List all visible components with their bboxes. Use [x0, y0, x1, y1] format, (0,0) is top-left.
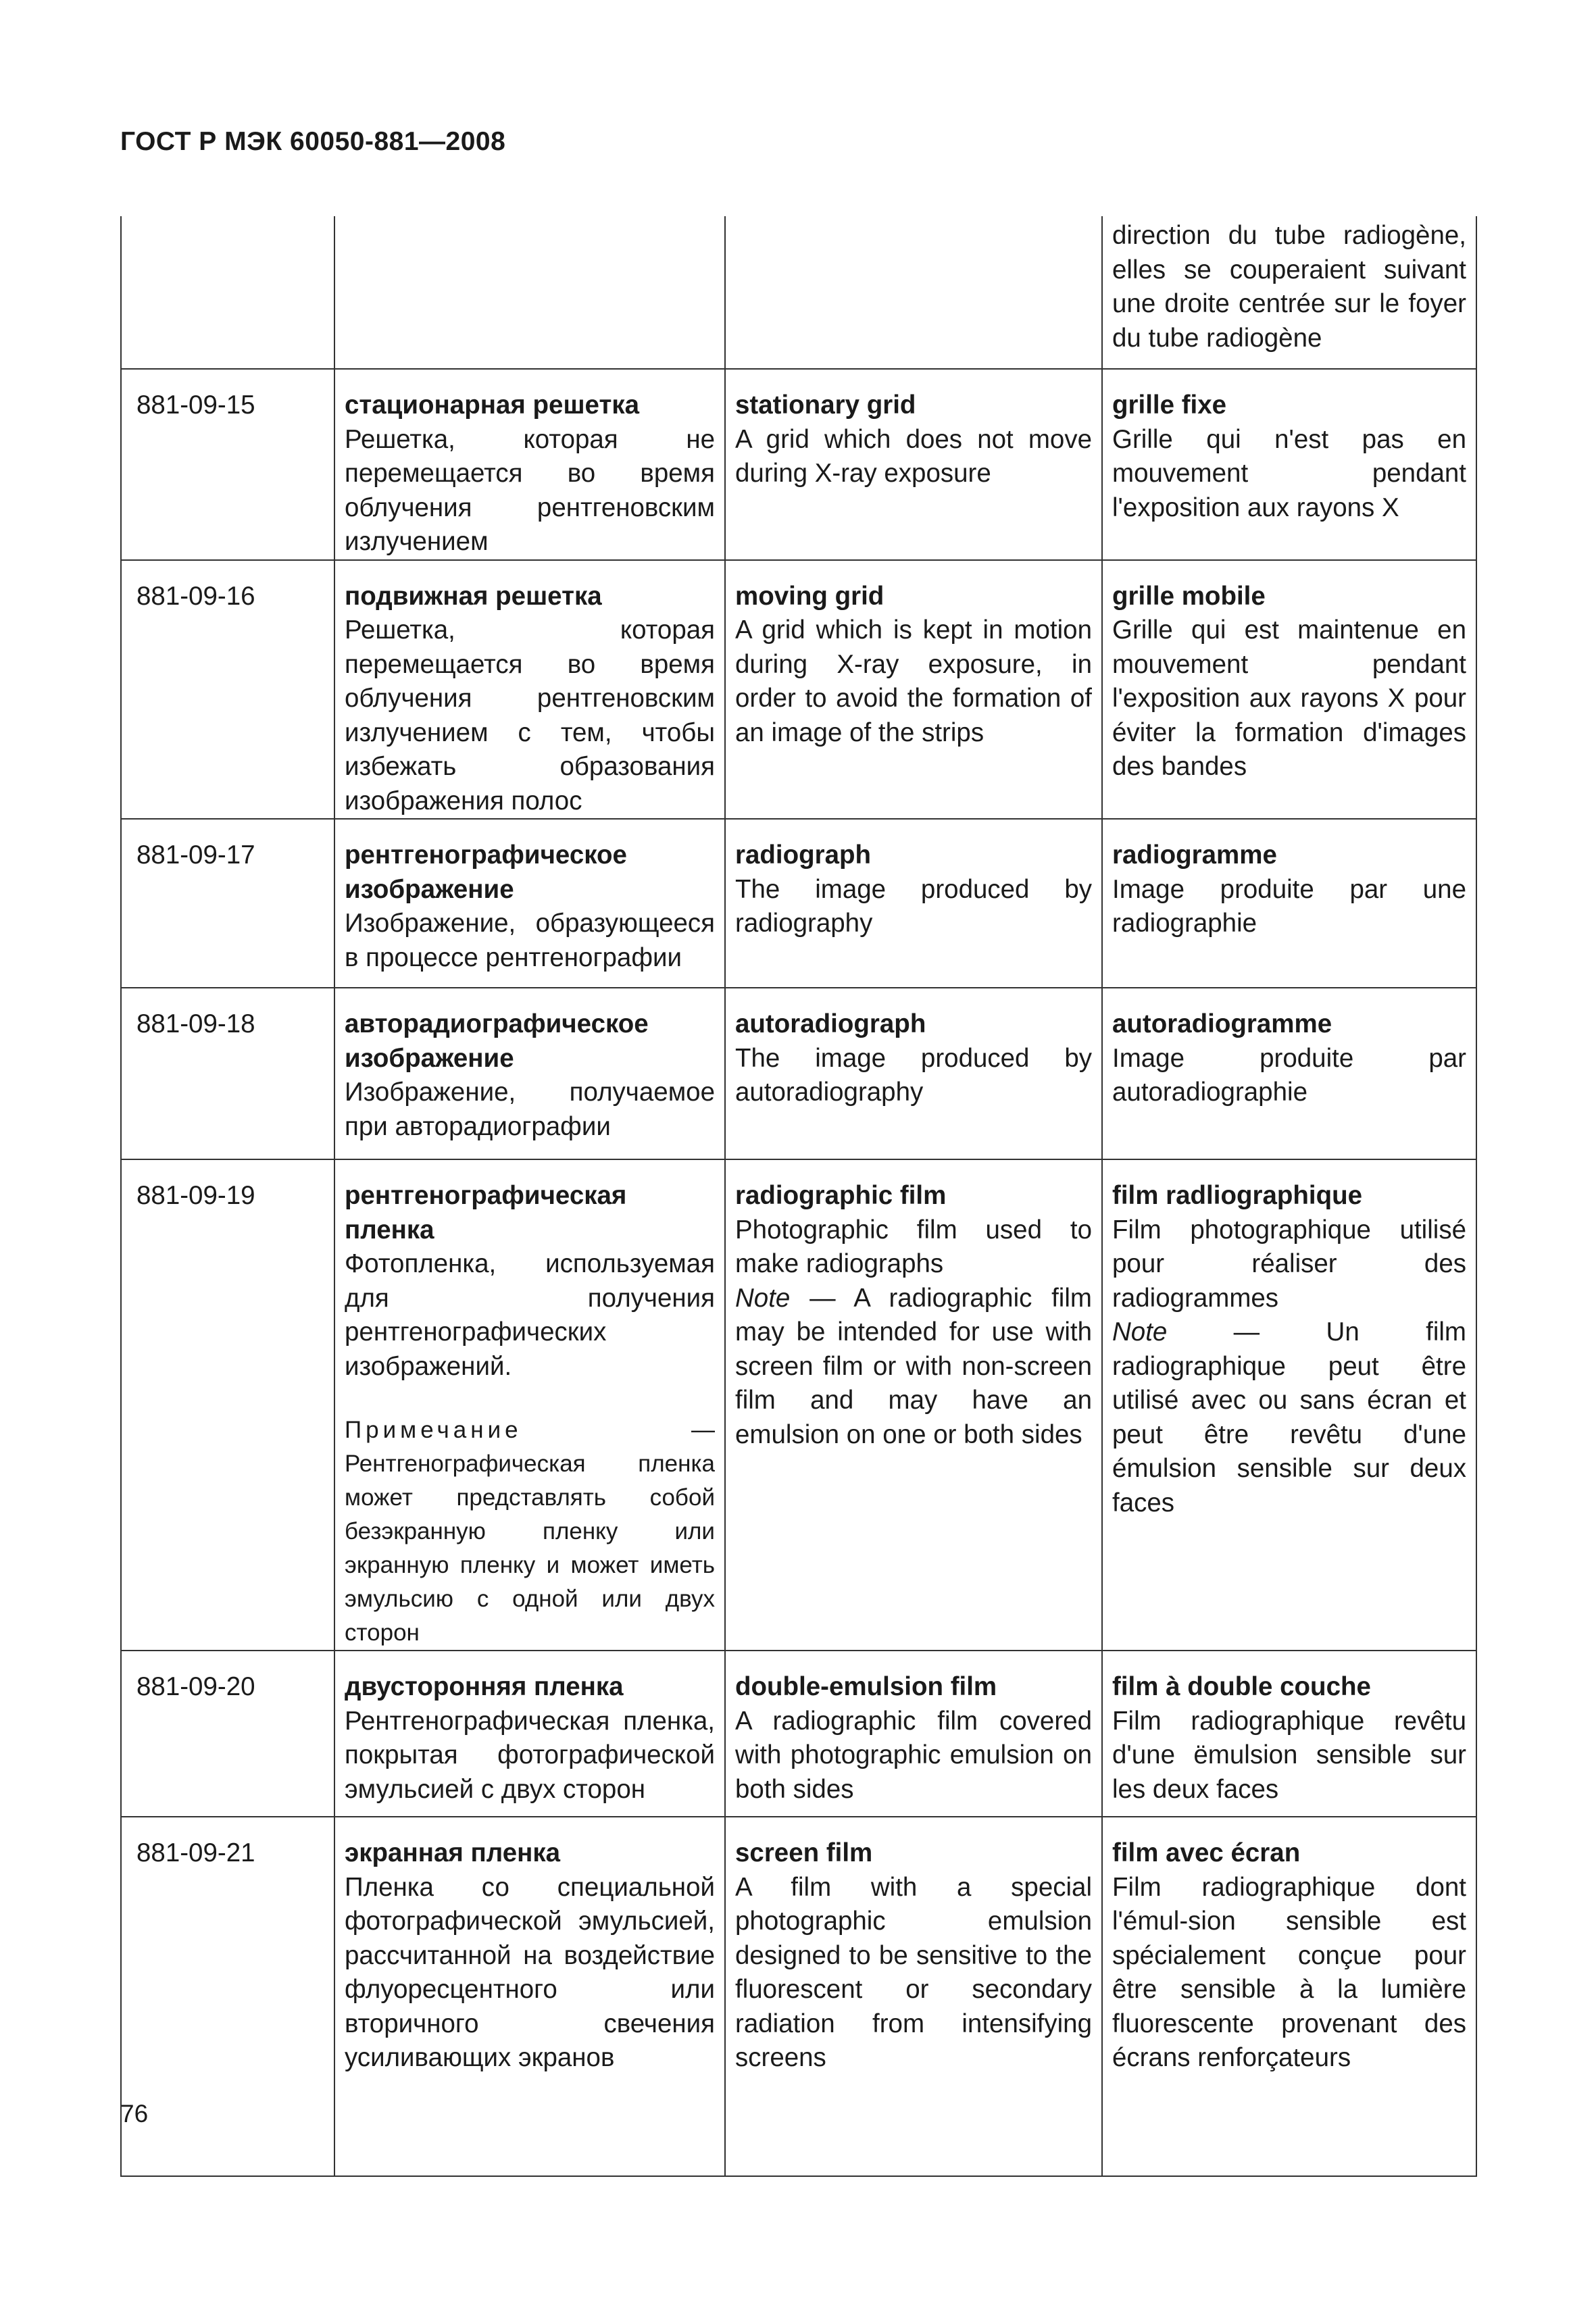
en-note: [735, 1282, 1092, 1453]
term-row: [121, 988, 1476, 1159]
fr-definition: Grille qui est maintenue en mouvement pendant l'exposition aux rayons X pour éviter la formation d'images des bandes: [1112, 615, 1466, 781]
fr-cell: [1102, 369, 1476, 560]
en-term: screen film: [735, 1838, 873, 1867]
fr-term: film à double couche: [1112, 1672, 1371, 1701]
fr-cell: [1102, 819, 1476, 988]
ru-definition: Решетка, которая не перемещается во время облучения рентгеновским излучением: [345, 424, 715, 556]
ru-cell: [334, 560, 725, 820]
ru-definition: Изображение, образующееся в процессе рентгенографии: [345, 909, 715, 972]
fr-cell: [1102, 1159, 1476, 1651]
fr-term: autoradiogramme: [1112, 1009, 1332, 1038]
en-definition: A grid which is kept in motion during X-ray exposure, in order to avoid the formation of an image of the strips: [735, 615, 1092, 747]
ru-cell: [334, 216, 725, 369]
fr-note-label: Note: [1112, 1317, 1168, 1347]
fr-cell: [1102, 560, 1476, 820]
en-definition: A film with a special photographic emulsion designed to be sensitive to the fluorescent or secondary radiation from intensifying screens: [735, 1872, 1092, 2072]
term-row: [121, 369, 1476, 560]
ru-cell: [334, 1817, 725, 2176]
term-row: [121, 1817, 1476, 2176]
page-number: 76: [120, 2100, 149, 2128]
en-note-text: — A radiographic film may be intended for use with screen film or with non-screen film and may have an emulsion on one or both sides: [735, 1283, 1092, 1449]
fr-term: film radliographique: [1112, 1181, 1363, 1210]
fr-note-text: — Un film radiographique peut être utilisé avec ou sans écran et peut être revêtu d'une émulsion sensible sur deux faces: [1112, 1317, 1466, 1517]
en-cell: [725, 988, 1102, 1159]
fr-definition: Film photographique utilisé pour réaliser des radiogrammes: [1112, 1215, 1466, 1313]
fr-definition: Grille qui n'est pas en mouvement pendant l'exposition aux rayons X: [1112, 424, 1466, 522]
term-row: [121, 1159, 1476, 1651]
ru-definition: Рентгенографическая пленка, покрытая фотографической эмульсией с двух сторон: [345, 1706, 715, 1804]
ru-definition: Изображение, получаемое при авторадиографии: [345, 1078, 715, 1141]
term-number: 881-09-19: [121, 1159, 334, 1651]
term-number: 881-09-18: [121, 988, 334, 1159]
en-term: radiograph: [735, 840, 872, 870]
en-term: stationary grid: [735, 391, 916, 420]
fr-definition: Film radiographique revêtu d'une ëmulsion sensible sur les deux faces: [1112, 1706, 1466, 1804]
continuation-row: [121, 216, 1476, 369]
terms-table: [120, 216, 1477, 2177]
ru-cell: [334, 819, 725, 988]
en-cell: [725, 216, 1102, 369]
en-definition: The image produced by autoradiography: [735, 1043, 1092, 1107]
term-row: [121, 560, 1476, 820]
fr-term: radiogramme: [1112, 840, 1277, 870]
fr-cell: [1102, 216, 1476, 369]
fr-cell: [1102, 1817, 1476, 2176]
ru-term: двусторонняя пленка: [345, 1672, 624, 1701]
ru-definition: Пленка со специальной фотографической эмульсией, рассчитанной на воздействие флуоресцентного или вторичного свечения усиливающих экранов: [345, 1872, 715, 2072]
document-header: ГОСТ Р МЭК 60050-881—2008: [120, 127, 506, 156]
ru-term: экранная пленка: [345, 1838, 561, 1867]
fr-definition: direction du tube radiogène, elles se couperaient suivant une droite centrée sur le foyer du tube radiogène: [1112, 221, 1466, 353]
en-definition: The image produced by radiography: [735, 874, 1092, 938]
ru-definition: Решетка, которая перемещается во время облучения рентгеновским излучением с тем, чтобы избежать образования изображения полос: [345, 615, 715, 815]
term-row: [121, 819, 1476, 988]
ru-note-text: — Рентгенографическая пленка может представлять собой безэкранную пленку или экранную пленку и может иметь эмульсию с одной или двух сторон: [345, 1417, 715, 1646]
en-term: radiographic film: [735, 1181, 947, 1210]
term-row: [121, 1651, 1476, 1817]
ru-cell: [334, 1159, 725, 1651]
fr-definition: Film radiographique dont l'émul-sion sensible est spécialement conçue pour être sensible à la lumière fluorescente provenant des écrans renforçateurs: [1112, 1872, 1466, 2072]
ru-term: стационарная решетка: [345, 391, 640, 420]
en-cell: [725, 560, 1102, 820]
fr-definition: Image produite par une radiographie: [1112, 874, 1466, 938]
fr-term: grille fixe: [1112, 391, 1227, 420]
ru-cell: [334, 1651, 725, 1817]
ru-note: [345, 1413, 715, 1650]
ru-term: рентгенографическая пленка: [345, 1181, 627, 1244]
en-note-label: Note: [735, 1283, 791, 1313]
fr-definition: Image produite par autoradiographie: [1112, 1043, 1466, 1107]
fr-cell: [1102, 988, 1476, 1159]
ru-note-label: Примечание: [345, 1417, 522, 1443]
fr-term: grille mobile: [1112, 581, 1266, 611]
en-cell: [725, 1159, 1102, 1651]
fr-term: film avec écran: [1112, 1838, 1301, 1867]
term-number: 881-09-16: [121, 560, 334, 820]
fr-note: [1112, 1317, 1466, 1517]
en-cell: [725, 819, 1102, 988]
en-cell: [725, 369, 1102, 560]
ru-cell: [334, 369, 725, 560]
en-term: autoradiograph: [735, 1009, 926, 1038]
en-term: moving grid: [735, 581, 884, 611]
en-term: double-emulsion film: [735, 1672, 997, 1701]
en-definition: Photographic film used to make radiographs: [735, 1215, 1092, 1278]
ru-term: подвижная решетка: [345, 581, 602, 611]
term-number: 881-09-17: [121, 819, 334, 988]
en-definition: A grid which does not move during X-ray exposure: [735, 424, 1092, 488]
ru-definition: Фотопленка, используемая для получения рентгенографических изображений.: [345, 1249, 715, 1381]
term-number: 881-09-21: [121, 1817, 334, 2176]
en-cell: [725, 1817, 1102, 2176]
number-cell: [121, 216, 334, 369]
en-definition: A radiographic film covered with photographic emulsion on both sides: [735, 1706, 1092, 1804]
fr-cell: [1102, 1651, 1476, 1817]
ru-term: рентгенографическое изображение: [345, 840, 627, 904]
term-number: 881-09-15: [121, 369, 334, 560]
term-number: 881-09-20: [121, 1651, 334, 1817]
ru-term: авторадиографическое изображение: [345, 1009, 649, 1073]
ru-cell: [334, 988, 725, 1159]
en-cell: [725, 1651, 1102, 1817]
